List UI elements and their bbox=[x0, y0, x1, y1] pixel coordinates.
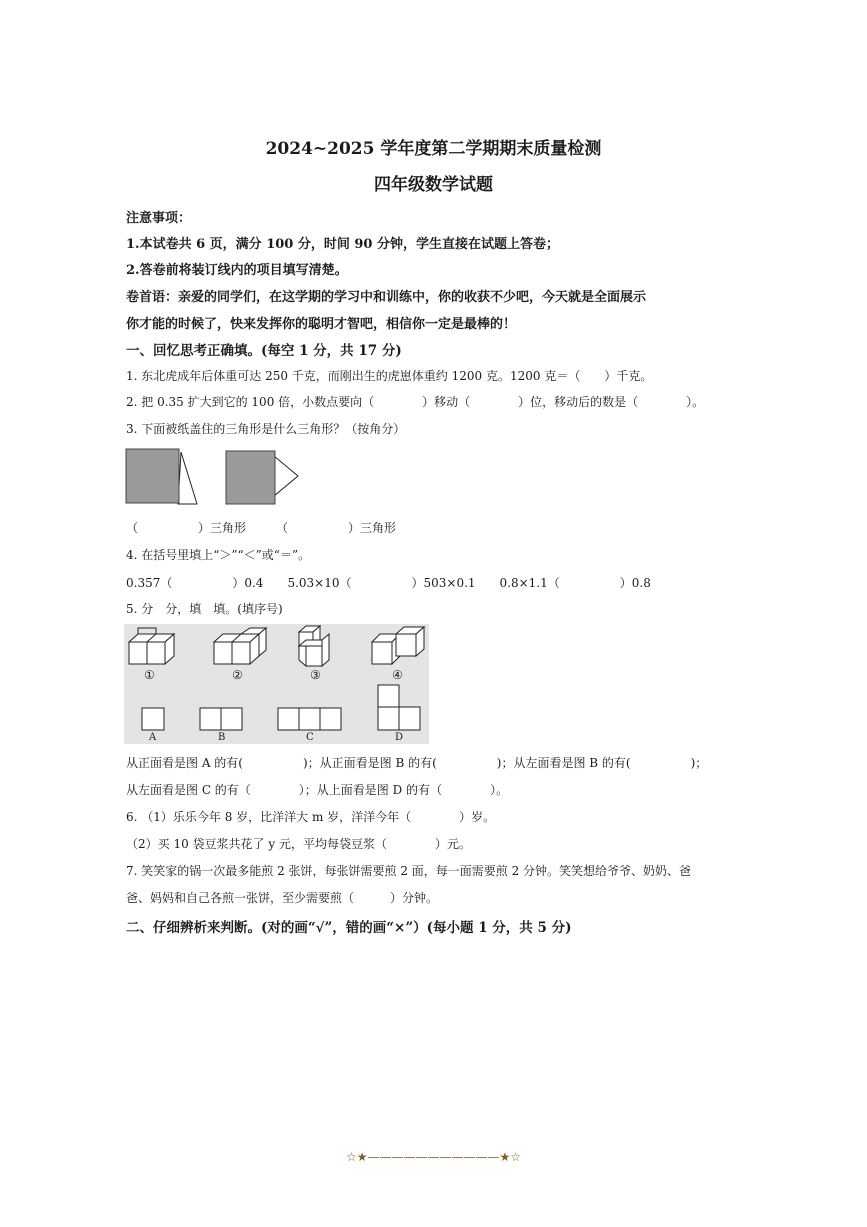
solid-label-1: ① bbox=[144, 668, 155, 682]
view-shape-a bbox=[142, 708, 164, 730]
question-2: 2. 把 0.35 扩大到它的 100 倍，小数点要向（ ）移动（ ）位，移动后的数是（ ）。 bbox=[126, 395, 705, 409]
question-5-line-1: 从正面看是图 A 的有( )；从正面看是图 B 的有( )；从左面看是图 B 的有( )； bbox=[126, 756, 708, 770]
solid-label-3: ③ bbox=[310, 668, 321, 682]
solid-1 bbox=[129, 628, 174, 664]
shape-label-a: A bbox=[149, 732, 157, 743]
question-3: 3. 下面被纸盖住的三角形是什么三角形？（按角分） bbox=[126, 422, 406, 436]
question-6-part-2: （2）买 10 袋豆浆共花了 y 元，平均每袋豆浆（ ）元。 bbox=[126, 837, 471, 851]
solid-4 bbox=[372, 627, 424, 664]
question-5: 5. 分 分，填 填。(填序号) bbox=[126, 602, 283, 616]
question-5-line-2: 从左面看是图 C 的有（ ）；从上面看是图 D 的有（ ）。 bbox=[126, 783, 509, 797]
solid-label-2: ② bbox=[232, 668, 243, 682]
question-7-line-1: 7. 笑笑家的锅一次最多能煎 2 张饼，每张饼需要煎 2 面，每一面需要煎 2 分钟。笑笑想给爷爷、奶奶、爸 bbox=[126, 864, 692, 878]
notice-heading: 注意事项： bbox=[126, 211, 192, 226]
solid-label-4: ④ bbox=[392, 668, 403, 682]
solid-3 bbox=[299, 626, 329, 666]
exam-subtitle: 四年级数学试题 bbox=[374, 175, 493, 195]
question-7-line-2: 爸、妈妈和自己各煎一张饼，至少需要煎（ ）分钟。 bbox=[126, 891, 439, 905]
preface-line-2: 你才能的时候了，快来发挥你的聪明才智吧，相信你一定是最棒的！ bbox=[126, 317, 517, 332]
shape-label-c: C bbox=[306, 732, 314, 743]
paper-cover-2 bbox=[226, 451, 275, 504]
shape-label-b: B bbox=[218, 732, 226, 743]
triangle-1-visible-corner bbox=[178, 452, 197, 504]
page-footer-ornament: ☆★———————————★☆ bbox=[345, 1150, 522, 1164]
question-6-part-1: 6. （1）乐乐今年 8 岁，比洋洋大 m 岁，洋洋今年（ ）岁。 bbox=[126, 810, 496, 824]
section2-heading: 二、仔细辨析来判断。(对的画“√”，错的画“×”）(每小题 1 分，共 5 分) bbox=[126, 920, 572, 936]
paper-cover-1 bbox=[126, 449, 179, 503]
question-4-items: 0.357（ ）0.4 5.03×10（ ）503×0.1 0.8×1.1（ ）0.8 bbox=[126, 576, 651, 590]
shape-label-d: D bbox=[395, 732, 404, 743]
exam-title: 2024~2025 学年度第二学期期末质量检测 bbox=[265, 139, 602, 159]
preface-line-1: 卷首语：亲爱的同学们，在这学期的学习中和训练中，你的收获不少吧，今天就是全面展示 bbox=[126, 290, 647, 305]
question-4: 4. 在括号里填上“＞”“＜”或“＝”。 bbox=[126, 548, 311, 562]
solid-2 bbox=[214, 628, 266, 664]
notice-item-1: 1.本试卷共 6 页，满分 100 分，时间 90 分钟，学生直接在试题上答卷； bbox=[126, 237, 559, 252]
question-1: 1. 东北虎成年后体重可达 250 千克，而刚出生的虎崽体重约 1200 克。1200 克＝（ ）千克。 bbox=[126, 369, 653, 383]
cube-views-drawing bbox=[124, 624, 429, 744]
view-shape-c bbox=[278, 708, 341, 730]
view-shape-b bbox=[200, 708, 242, 730]
notice-item-2: 2.答卷前将装订线内的项目填写清楚。 bbox=[126, 263, 348, 278]
view-shape-d bbox=[378, 685, 420, 730]
triangle-2-visible-corner bbox=[274, 456, 298, 496]
section1-heading: 一、回忆思考正确填。(每空 1 分，共 17 分) bbox=[126, 343, 402, 359]
covered-triangles-figure bbox=[124, 446, 314, 508]
cube-views-figure bbox=[124, 624, 429, 744]
question-3-answers: （ ）三角形 （ ）三角形 bbox=[126, 521, 397, 535]
